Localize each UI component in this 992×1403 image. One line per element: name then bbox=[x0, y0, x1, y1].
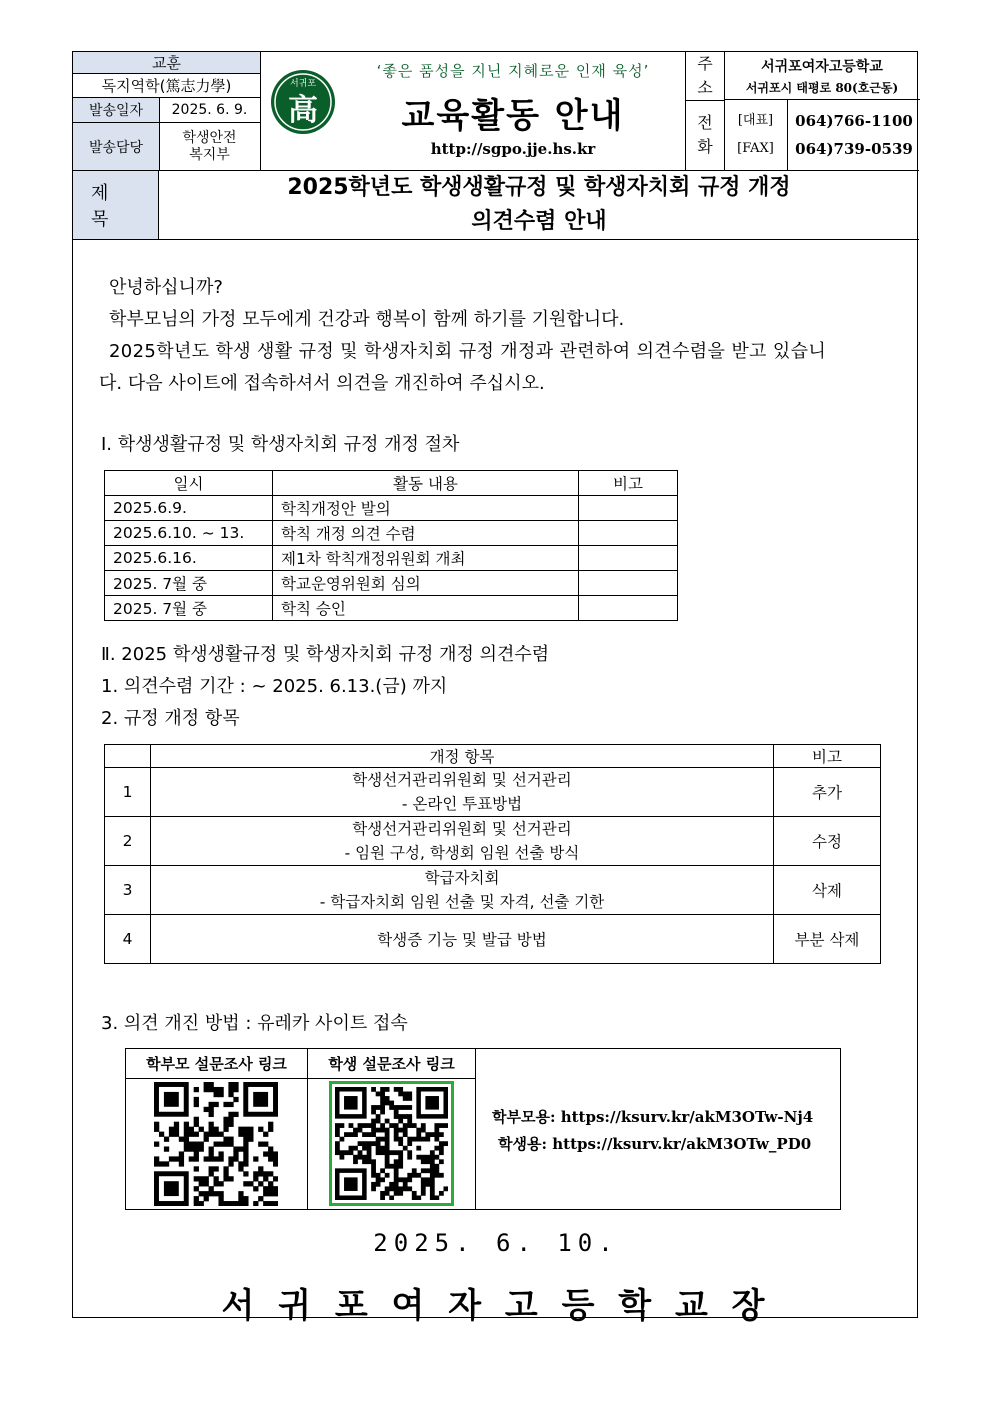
header-info-block bbox=[73, 52, 261, 170]
tel-label: [대표] bbox=[737, 113, 774, 128]
tel-value: 064)766-1100 bbox=[795, 112, 913, 130]
school-logo bbox=[269, 68, 337, 136]
motto-value: 독지역학(篤志力學) bbox=[73, 74, 260, 98]
cell-note bbox=[579, 571, 678, 596]
subject-line1: 2025학년도 학생생활규정 및 학생자치회 규정 개정 bbox=[287, 175, 791, 200]
school-url[interactable]: http://sgpo.jje.hs.kr bbox=[430, 140, 596, 158]
cell-activity: 학칙 승인 bbox=[273, 596, 579, 621]
cell-date: 2025. 7월 중 bbox=[105, 596, 273, 621]
procedure-header-activity: 활동 내용 bbox=[273, 471, 579, 496]
addr-key-1: 주 bbox=[697, 54, 713, 73]
cell-date: 2025. 7월 중 bbox=[105, 571, 273, 596]
footer-signer: 서 귀 포 여 자 고 등 학 교 장 bbox=[221, 1286, 771, 1326]
qr-student-label: 학생 설문조사 링크 bbox=[308, 1049, 476, 1079]
cell-note: 부분 삭제 bbox=[774, 915, 881, 964]
fax-label: [FAX] bbox=[737, 141, 774, 156]
link-student[interactable]: 학생용: https://ksurv.kr/akM3OTw_PD0 bbox=[498, 1135, 812, 1153]
cell-date: 2025.6.16. bbox=[105, 546, 273, 571]
send-date-value: 2025. 6. 9. bbox=[171, 101, 248, 118]
table-row bbox=[105, 596, 678, 621]
section2-heading: Ⅱ. 2025 학생생활규정 및 학생자치회 규정 개정 의견수렴 bbox=[101, 644, 550, 665]
cell-activity: 제1차 학칙개정위원회 개최 bbox=[273, 546, 579, 571]
motto-label: 교훈 bbox=[73, 52, 260, 74]
logo-text-main: 高 bbox=[288, 93, 318, 128]
subject-line2: 의견수렴 안내 bbox=[471, 209, 607, 234]
table-row bbox=[105, 866, 881, 915]
intro-body-1: 2025학년도 학생 생활 규정 및 학생자치회 규정 개정과 관련하여 의견수렴을 받고 있습니 bbox=[109, 341, 827, 362]
cell-no: 2 bbox=[105, 817, 151, 866]
subject-label: 제 목 bbox=[73, 171, 159, 239]
dept-value-line2: 복지부 bbox=[189, 146, 230, 163]
tel-key-2: 화 bbox=[697, 137, 713, 156]
cell-note bbox=[579, 496, 678, 521]
cell-note: 추가 bbox=[774, 768, 881, 817]
revision-header-item: 개정 항목 bbox=[151, 745, 774, 768]
table-row bbox=[105, 546, 678, 571]
cell-item-line1: 학생선거관리위원회 및 선거관리 bbox=[352, 771, 572, 789]
table-row bbox=[105, 496, 678, 521]
table-row bbox=[105, 521, 678, 546]
section1-heading: Ⅰ. 학생생활규정 및 학생자치회 규정 개정 절차 bbox=[101, 434, 460, 455]
cell-activity: 학교운영위원회 심의 bbox=[273, 571, 579, 596]
dept-label: 발송담당 bbox=[73, 123, 160, 170]
revision-header-note: 비고 bbox=[774, 745, 881, 768]
cell-note: 삭제 bbox=[774, 866, 881, 915]
cell-note: 수정 bbox=[774, 817, 881, 866]
link-parent[interactable]: 학부모용: https://ksurv.kr/akM3OTw-Nj4 bbox=[492, 1108, 814, 1126]
revision-header-no bbox=[105, 745, 151, 768]
qr-code-parent[interactable] bbox=[154, 1082, 278, 1206]
cell-item-line2: - 학급자치회 임원 선출 및 자격, 선출 기한 bbox=[319, 893, 605, 911]
intro-body-2: 다. 다음 사이트에 접속하셔서 의견을 개진하여 주십시오. bbox=[99, 373, 545, 394]
cell-note bbox=[579, 596, 678, 621]
footer-date: 2025. 6. 10. bbox=[373, 1229, 619, 1257]
tel-key-1: 전 bbox=[697, 113, 713, 132]
page-title: 교육활동 안내 bbox=[401, 96, 625, 136]
cell-item-line2: - 온라인 투표방법 bbox=[401, 795, 523, 813]
fax-value: 064)739-0539 bbox=[795, 140, 913, 158]
cell-activity: 학칙 개정 의견 수렴 bbox=[273, 521, 579, 546]
dept-value-line1: 학생안전 bbox=[182, 129, 237, 146]
qr-parent-label: 학부모 설문조사 링크 bbox=[126, 1049, 308, 1079]
cell-date: 2025.6.10. ~ 13. bbox=[105, 521, 273, 546]
intro-greeting: 안녕하십니까? bbox=[109, 277, 223, 298]
cell-item-line2: - 임원 구성, 학생회 임원 선출 방식 bbox=[344, 844, 580, 862]
contact-block bbox=[685, 52, 920, 170]
cell-no: 3 bbox=[105, 866, 151, 915]
table-row bbox=[105, 768, 881, 817]
section2-method: 3. 의견 개진 방법 : 유레카 사이트 접속 bbox=[101, 1013, 408, 1034]
table-row bbox=[105, 571, 678, 596]
logo-text-top: 서귀포 bbox=[289, 79, 317, 89]
revision-table bbox=[104, 744, 881, 964]
cell-item-line1: 학생증 기능 및 발급 방법 bbox=[377, 931, 547, 949]
school-address: 서귀포시 태평로 80(호근동) bbox=[745, 80, 899, 95]
cell-date: 2025.6.9. bbox=[105, 496, 273, 521]
document-page bbox=[72, 51, 918, 1326]
subject-row bbox=[73, 170, 919, 240]
procedure-table bbox=[104, 470, 678, 621]
send-date-label: 발송일자 bbox=[73, 98, 160, 122]
section2-period: 1. 의견수렴 기간 : ~ 2025. 6.13.(금) 까지 bbox=[101, 676, 448, 697]
procedure-header-note: 비고 bbox=[579, 471, 678, 496]
procedure-header-date: 일시 bbox=[105, 471, 273, 496]
cell-item-line1: 학급자치회 bbox=[424, 869, 500, 887]
cell-no: 1 bbox=[105, 768, 151, 817]
cell-no: 4 bbox=[105, 915, 151, 964]
school-name: 서귀포여자고등학교 bbox=[761, 58, 883, 75]
cell-activity: 학칙개정안 발의 bbox=[273, 496, 579, 521]
table-row bbox=[105, 915, 881, 964]
table-row bbox=[105, 817, 881, 866]
cell-item-line1: 학생선거관리위원회 및 선거관리 bbox=[352, 820, 572, 838]
addr-key-2: 소 bbox=[697, 78, 713, 97]
section2-items-heading: 2. 규정 개정 항목 bbox=[101, 708, 240, 729]
qr-code-student[interactable] bbox=[335, 1087, 448, 1200]
school-slogan: ‘좋은 품성을 지닌 지혜로운 인재 육성’ bbox=[376, 62, 650, 80]
intro-wish: 학부모님의 가정 모두에게 건강과 행복이 함께 하기를 기원합니다. bbox=[109, 309, 625, 330]
survey-link-box bbox=[125, 1048, 841, 1210]
cell-note bbox=[579, 546, 678, 571]
cell-note bbox=[579, 521, 678, 546]
